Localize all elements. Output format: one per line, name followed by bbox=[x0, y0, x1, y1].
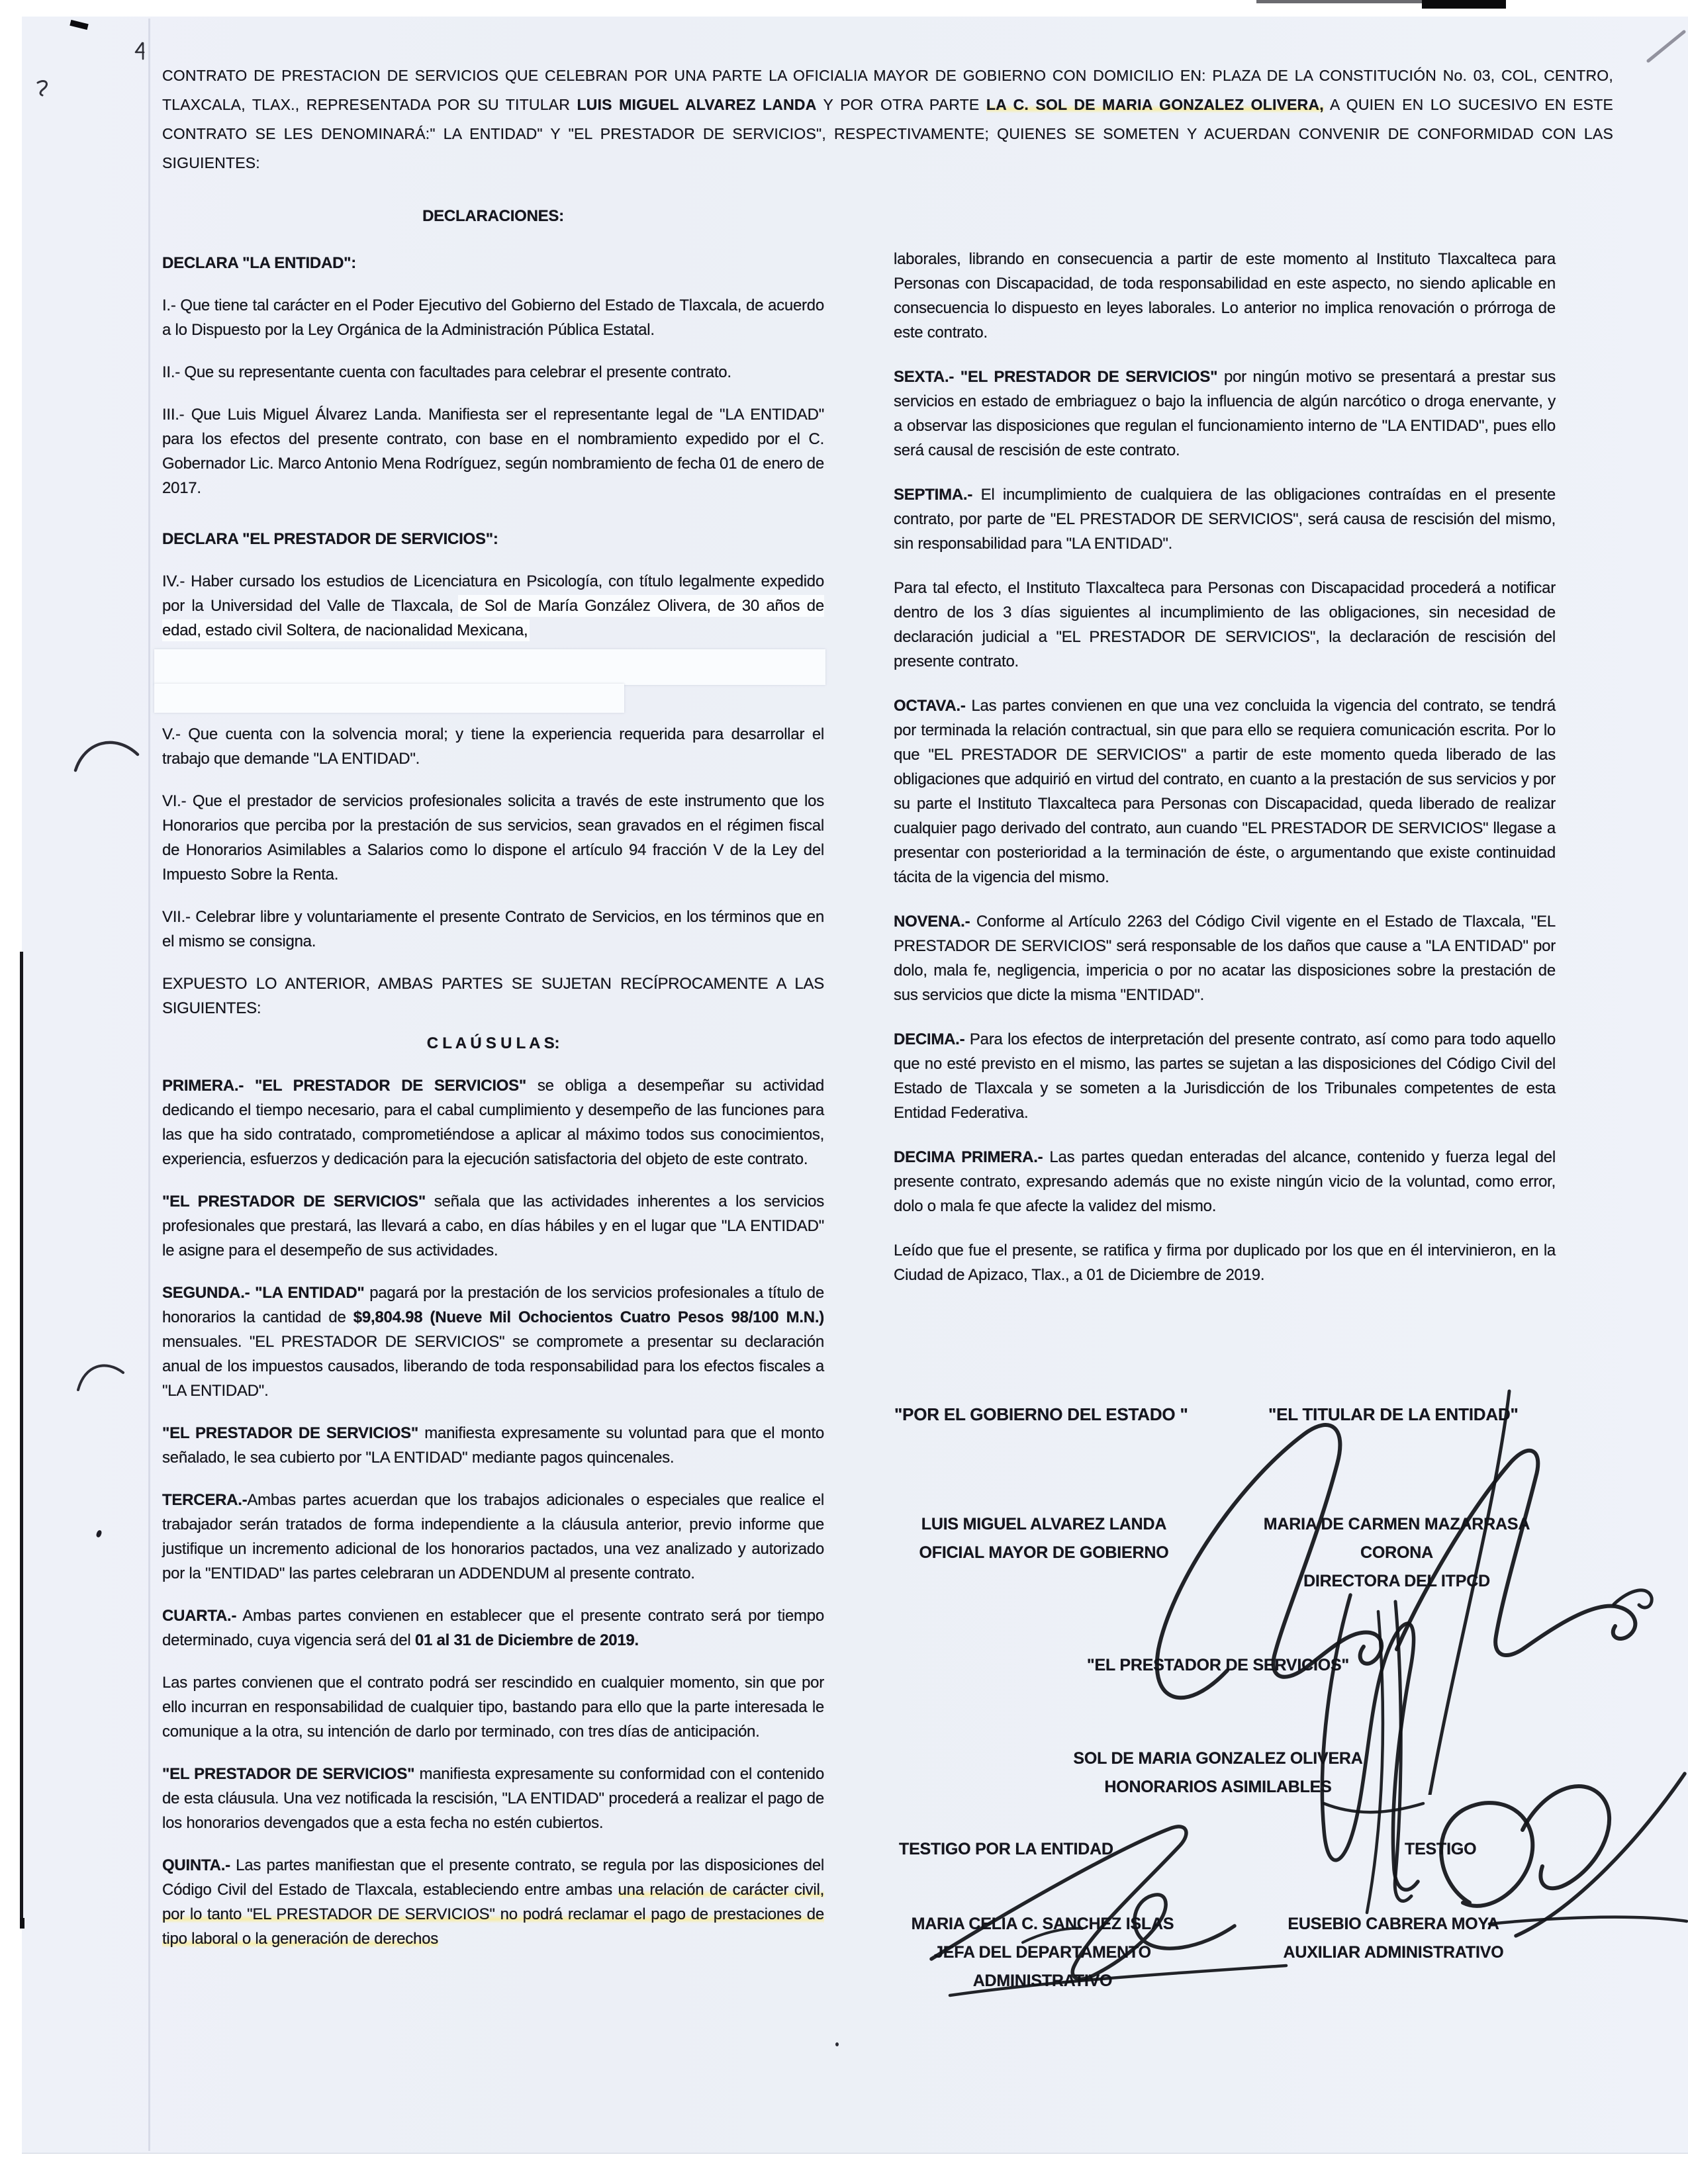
text-run: Leído que fue el presente, se ratifica y firma por duplicado por los que en él intervinieron, en la Ciudad de Apizaco, Tlax., a 01 de Diciembre de 2019. bbox=[894, 1242, 1556, 1284]
clause-ii bbox=[162, 360, 824, 385]
declara-prestador-heading bbox=[162, 527, 824, 551]
provider-title: HONORARIOS ASIMILABLES bbox=[1104, 1778, 1332, 1796]
text-run: A QUIEN EN LO SUCESIVO EN ESTE CONTRATO SE LES DENOMINARÁ:" LA ENTIDAD" Y "EL PRESTADOR DE SERVICIOS", RESPECTIVAMENTE; QUIENES SE SOMETEN Y ACUERDAN CONVENIR DE CONFORMIDAD CON LAS SIGUIENTES: bbox=[162, 96, 1613, 171]
clause-cuarta-c bbox=[162, 1762, 824, 1835]
text-run: SEPTIMA.- bbox=[894, 486, 973, 504]
clause-vi bbox=[162, 789, 824, 887]
text-run: Las partes convienen que el contrato podrá ser rescindido en cualquier momento, sin que por ello incurran en responsabilidad de cualquier tipo, bastando para ello que la parte interesada le comunique a la otra, su intención de darlo por terminado, con tres días de anticipación. bbox=[162, 1674, 824, 1741]
clause-segunda bbox=[162, 1281, 824, 1403]
text-run: C L A Ú S U L A S: bbox=[426, 1034, 560, 1052]
text-run: Para los efectos de interpretación del presente contrato, así como para todo aquello que no esté previsto en el mismo, las partes se sujetan a las disposiciones del Código Civil del Estado de Tlaxcala y se someten a la Jurisdicción de los Tribunales competentes de esta Entidad Federativa. bbox=[894, 1030, 1556, 1122]
text-run: SEXTA.- "EL PRESTADOR DE SERVICIOS" bbox=[894, 368, 1218, 386]
text-run: LUIS MIGUEL ALVAREZ LANDA bbox=[577, 96, 817, 113]
text-run: I.- Que tiene tal carácter en el Poder Ejecutivo del Gobierno del Estado de Tlaxcala, de acuerdo a lo Dispuesto por la Ley Orgánica de la Administración Pública Estatal. bbox=[162, 296, 824, 339]
clause-septima bbox=[894, 482, 1556, 556]
text-run: $9,804.98 (Nueve Mil Ochocientos Cuatro Pesos 98/100 M.N.) bbox=[353, 1308, 824, 1326]
clause-segunda-b bbox=[162, 1421, 824, 1470]
witness-name-block bbox=[1274, 1910, 1513, 1967]
clause-primera bbox=[162, 1073, 824, 1171]
witness-label: TESTIGO bbox=[1405, 1840, 1477, 1858]
text-run: TERCERA.- bbox=[162, 1491, 248, 1509]
clause-novena bbox=[894, 909, 1556, 1007]
text-run: mensuales. "EL PRESTADOR DE SERVICIOS" se compromete a presentar su declaración anual de los impuestos causados, liberando de toda responsabilidad para los efectos fiscales a "LA ENTIDAD". bbox=[162, 1333, 824, 1400]
redaction-strip bbox=[154, 684, 624, 713]
text-run: Ambas partes convienen en establecer que el presente contrato será por tiempo determinado, cuya vigencia será del bbox=[162, 1607, 824, 1649]
pen-dot-mark bbox=[835, 2042, 839, 2046]
expuesto-paragraph bbox=[162, 972, 824, 1021]
text-run: El incumplimiento de cualquiera de las obligaciones contraídas en el presente contrato, por parte de "EL PRESTADOR DE SERVICIOS", será causa de rescisión del mismo, sin responsabilidad para "LA ENTIDAD". bbox=[894, 486, 1556, 553]
text-run: laborales, librando en consecuencia a partir de este momento al Instituto Tlaxcalteca para Personas con Discapacidad, de toda responsabilidad en este aspecto, no siendo aplicable en consecuencia lo dispuesto en leyes laborales. Lo anterior no implica renovación o prórroga de este contrato. bbox=[894, 250, 1556, 341]
witness-entity-label: TESTIGO POR LA ENTIDAD bbox=[899, 1840, 1113, 1858]
text-run: Para tal efecto, el Instituto Tlaxcalteca para Personas con Discapacidad procederá a notificar dentro de los 3 días siguientes al incumplimiento de las obligaciones, sin necesidad de declaración judicial a "EL PRESTADOR DE SERVICIOS", la declaración de rescisión del presente contrato. bbox=[894, 579, 1556, 670]
text-run: V.- Que cuenta con la solvencia moral; y tiene la experiencia requerida para desarrollar el trabajo que demande "LA ENTIDAD". bbox=[162, 725, 824, 768]
redaction-strip bbox=[154, 649, 825, 685]
text-run: NOVENA.- bbox=[894, 913, 970, 931]
text-run: de Sol de María González Olivera, de 30 años de edad, estado civil Soltera, de nacionalidad Mexicana, bbox=[162, 597, 824, 639]
witness-entity-title2: ADMINISTRATIVO bbox=[972, 1972, 1113, 1990]
clause-primera-b bbox=[162, 1189, 824, 1263]
clause-septima-b bbox=[894, 576, 1556, 674]
text-run: DECLARA "EL PRESTADOR DE SERVICIOS": bbox=[162, 530, 498, 548]
clause-sexta bbox=[894, 365, 1556, 463]
titular-name: MARIA DE CARMEN MAZARRASA bbox=[1263, 1515, 1530, 1533]
scan-artifact-top-line bbox=[1256, 0, 1425, 3]
text-run: CONTRATO DE PRESTACION DE SERVICIOS QUE CELEBRAN POR UNA PARTE LA OFICIALIA MAYOR DE GOBIERNO CON DOMICILIO EN: PLAZA DE LA CONSTITUCIÓN No. 03, COL, CENTRO, TLAXCALA, TLAX., REPRESENTADA POR SU TITULAR bbox=[162, 67, 1613, 113]
clause-iii bbox=[162, 402, 824, 500]
text-run: PRIMERA.- "EL PRESTADOR DE SERVICIOS" bbox=[162, 1077, 527, 1095]
text-run: VI.- Que el prestador de servicios profesionales solicita a través de este instrumento que los Honorarios que perciba por la prestación de sus servicios, sean gravados en el régimen fiscal de Honorarios Asimilables a Salarios como lo dispone el artículo 94 fracción V de la Ley del Impuesto Sobre la Renta. bbox=[162, 792, 824, 884]
clause-vii bbox=[162, 905, 824, 954]
text-run: DECLARACIONES: bbox=[422, 207, 564, 225]
clause-cuarta bbox=[162, 1604, 824, 1653]
redacted-block bbox=[162, 649, 824, 713]
text-run: pagará por la prestación de los servicios profesionales a título de honorarios la cantidad de bbox=[162, 1284, 825, 1326]
clause-decima-primera bbox=[894, 1145, 1556, 1218]
declara-entidad-heading bbox=[162, 251, 824, 275]
text-run: Las partes convienen en que una vez concluida la vigencia del contrato, se tendrá por terminada la relación contractual, sin que para ello se requiera comunicación escrita. Por lo que "EL PRESTADOR DE SERVICIOS" a partir de este momento queda liberado de las obligaciones que adquirió en virtud del contrato, en cuanto a la prestación de sus servicios y por su parte el Instituto Tlaxcalteca para Personas con Discapacidad, queda liberado de realizar cualquier pago derivado del contrato, aun cuando "EL PRESTADOR DE SERVICIOS" llegase a presentar con posterioridad a la terminación de éste, o argumentando que existe continuidad tácita de la vigencia del mismo. bbox=[894, 697, 1556, 886]
text-run: "EL PRESTADOR DE SERVICIOS" bbox=[162, 1765, 415, 1783]
provider-name: SOL DE MARIA GONZALEZ OLIVERA bbox=[1073, 1749, 1363, 1768]
text-run: III.- Que Luis Miguel Álvarez Landa. Manifiesta ser el representante legal de "LA ENTIDAD" para los efectos del presente contrato, con base en el nombramiento expedido por el C. Gobernador Lic. Marco Antonio Mena Rodríguez, según nombramiento de fecha 01 de enero de 2017. bbox=[162, 406, 824, 497]
clause-i bbox=[162, 293, 824, 342]
text-run: DECLARA "LA ENTIDAD": bbox=[162, 254, 357, 272]
text-run: DECIMA PRIMERA.- bbox=[894, 1148, 1043, 1166]
text-run: Y POR OTRA PARTE bbox=[816, 96, 986, 113]
text-run: DECIMA.- bbox=[894, 1030, 965, 1048]
government-signature-label: "POR EL GOBIERNO DEL ESTADO " bbox=[894, 1404, 1188, 1424]
text-run: manifiesta expresamente su conformidad con el contenido de esta cláusula. Una vez notificada la rescisión, "LA ENTIDAD" procederá a realizar el pago de los honorarios devengados que a esta fecha no estén cubiertos. bbox=[162, 1765, 824, 1832]
witness-entity-name: MARIA CELIA C. SANCHEZ ISLAS bbox=[911, 1915, 1174, 1933]
closing-paragraph bbox=[894, 1238, 1556, 1287]
text-run: "EL PRESTADOR DE SERVICIOS" bbox=[162, 1193, 426, 1210]
government-title: OFICIAL MAYOR DE GOBIERNO bbox=[919, 1543, 1169, 1562]
scan-artifact-bottom-bar bbox=[20, 1918, 24, 1929]
text-run: Las partes quedan enteradas del alcance, contenido y fuerza legal del presente contrato, expresando además que no existe ningún vicio de la voluntad, como error, dolo o mala fe que afecte la validez del mismo. bbox=[894, 1148, 1556, 1215]
text-run: LA C. SOL DE MARIA GONZALEZ OLIVERA, bbox=[986, 96, 1324, 113]
witness-entity-name-block bbox=[897, 1910, 1188, 1995]
clause-octava bbox=[894, 694, 1556, 889]
titular-name2: CORONA bbox=[1360, 1543, 1433, 1562]
clause-quinta bbox=[162, 1853, 824, 1951]
text-run: II.- Que su representante cuenta con facultades para celebrar el presente contrato. bbox=[162, 363, 731, 381]
clause-iv bbox=[162, 569, 824, 643]
clause-decima bbox=[894, 1027, 1556, 1125]
text-run: Las partes manifiestan que el presente contrato, se regula por las disposiciones del Código Civil del Estado de Tlaxcala, estableciendo entre ambas bbox=[162, 1856, 824, 1899]
titular-name-block bbox=[1251, 1510, 1542, 1596]
text-run: EXPUESTO LO ANTERIOR, AMBAS PARTES SE SUJETAN RECÍPROCAMENTE A LAS SIGUIENTES: bbox=[162, 975, 824, 1017]
text-run: Ambas partes acuerdan que los trabajos adicionales o especiales que realice el trabajador serán tratados de forma independiente a la cláusula anterior, previo informe que justifique un incremento adicional de los honorarios pactados, una vez analizado y autorizado por la "ENTIDAD" las partes celebraran un ADDENDUM al presente contrato. bbox=[162, 1491, 824, 1582]
left-column bbox=[162, 204, 824, 1951]
declaraciones-heading bbox=[162, 204, 824, 228]
right-column bbox=[894, 247, 1556, 1287]
government-name-block bbox=[895, 1510, 1193, 1567]
witness-entity-title1: JEFA DEL DEPARTAMENTO bbox=[934, 1943, 1151, 1962]
provider-name-block bbox=[1056, 1745, 1380, 1801]
government-name: LUIS MIGUEL ALVAREZ LANDA bbox=[921, 1515, 1167, 1533]
text-run: manifiesta expresamente su voluntad para que el monto señalado, le sea cubierto por "LA ENTIDAD" mediante pagos quincenales. bbox=[162, 1424, 825, 1467]
text-run: OCTAVA.- bbox=[894, 697, 966, 715]
clause-tercera bbox=[162, 1488, 824, 1586]
titular-title: DIRECTORA DEL ITPCD bbox=[1303, 1572, 1490, 1590]
text-run: una relación de carácter civil, por lo tanto "EL PRESTADOR DE SERVICIOS" no podrá reclamar el pago de prestaciones de tipo laboral o la generación de derechos bbox=[162, 1881, 824, 1948]
contract-header bbox=[162, 61, 1613, 177]
clause-quinta-cont bbox=[894, 247, 1556, 345]
text-run: CUARTA.- bbox=[162, 1607, 237, 1625]
text-run: VII.- Celebrar libre y voluntariamente el presente Contrato de Servicios, en los términos que en el mismo se consigna. bbox=[162, 908, 824, 950]
witness-name: EUSEBIO CABRERA MOYA bbox=[1288, 1915, 1499, 1933]
text-run: QUINTA.- bbox=[162, 1856, 230, 1874]
text-run: por ningún motivo se presentará a prestar sus servicios en estado de embriaguez o bajo la influencia de algún narcótico o droga enervante, y a observar las disposiciones que regulan el funcionamiento interno de "LA ENTIDAD", pues ello será causal de rescisión de este contrato. bbox=[894, 368, 1556, 459]
text-run: señala que las actividades inherentes a los servicios profesionales que prestará, las llevará a cabo, en días hábiles y en el lugar que "LA ENTIDAD" le asigne para el desempeño de sus actividades. bbox=[162, 1193, 825, 1259]
clause-v bbox=[162, 722, 824, 771]
witness-title: AUXILIAR ADMINISTRATIVO bbox=[1283, 1943, 1504, 1962]
clause-cuarta-b bbox=[162, 1670, 824, 1744]
text-run: 01 al 31 de Diciembre de 2019. bbox=[414, 1631, 639, 1649]
text-run: SEGUNDA.- "LA ENTIDAD" bbox=[162, 1284, 365, 1302]
titular-signature-label: "EL TITULAR DE LA ENTIDAD" bbox=[1268, 1404, 1519, 1424]
page-fold-line bbox=[148, 19, 150, 2151]
clausulas-heading bbox=[162, 1031, 824, 1056]
text-run: IV.- Haber cursado los estudios de Licenciatura en Psicología, con título legalmente expedido por la Universidad del Valle de Tlaxcala, bbox=[162, 572, 824, 615]
scan-artifact-top-bar bbox=[1422, 0, 1506, 9]
text-run: Conforme al Artículo 2263 del Código Civil vigente en el Estado de Tlaxcala, "EL PRESTADOR DE SERVICIOS" será responsable de los daños que cause a "LA ENTIDAD" por dolo, mala fe, negligencia, impericia o por no acatar las disposiciones sobre la prestación de sus servicios que dicte la misma "ENTIDAD". bbox=[894, 913, 1556, 1004]
text-run: "EL PRESTADOR DE SERVICIOS" bbox=[162, 1424, 419, 1442]
provider-signature-label: "EL PRESTADOR DE SERVICIOS" bbox=[1086, 1656, 1350, 1674]
text-run: se obliga a desempeñar su actividad dedicando el tiempo necesario, para el cabal cumplimiento y desempeño de las funciones para las que ha sido contratado, comprometiéndose a aplicar al máximo todos sus conocimientos, experiencia, esfuerzos y dedicación para la ejecución satisfactoria del objeto de este contrato. bbox=[162, 1077, 825, 1168]
scan-artifact-left-edge-line bbox=[20, 952, 23, 1929]
